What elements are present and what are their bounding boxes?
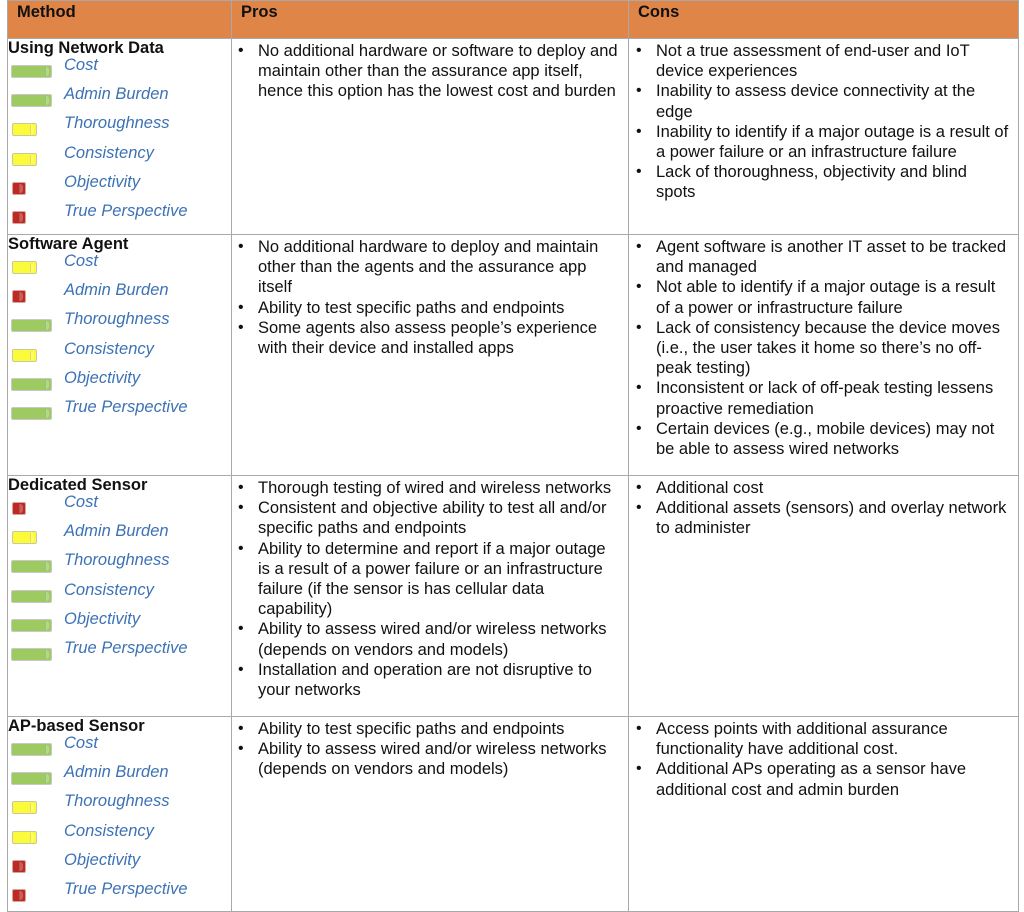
method-title: Software Agent xyxy=(8,235,129,253)
cons-list xyxy=(629,476,1018,539)
green-rating-bar-icon xyxy=(11,743,52,756)
header-pros: Pros xyxy=(232,1,629,39)
pros-cell xyxy=(232,717,629,912)
method-cell xyxy=(8,717,232,912)
metric-item xyxy=(8,580,231,612)
yellow-rating-bar-icon xyxy=(12,261,37,274)
con-item: • Not able to identify if a major outage is a result of a power or infrastructure failure xyxy=(656,277,1010,317)
metric-list xyxy=(8,495,231,670)
metric-item xyxy=(8,495,231,524)
metric-label: Admin Burden xyxy=(64,281,169,300)
method-cell xyxy=(8,476,232,717)
pro-item: • Installation and operation are not disruptive to your networks xyxy=(258,660,620,700)
con-item: • Additional APs operating as a sensor have additional cost and admin burden xyxy=(656,759,1010,799)
red-rating-bar-icon xyxy=(12,889,26,902)
metric-item xyxy=(8,87,231,116)
metric-item xyxy=(8,201,231,233)
con-item: • Additional cost xyxy=(656,478,1010,498)
green-rating-bar-icon xyxy=(11,772,52,785)
cons-cell xyxy=(629,476,1019,717)
metric-label: Admin Burden xyxy=(64,85,169,104)
green-rating-bar-icon xyxy=(11,94,52,107)
con-item: • Access points with additional assurance functionality have additional cost. xyxy=(656,719,1010,759)
metric-label: Objectivity xyxy=(64,172,141,191)
metric-label: True Perspective xyxy=(64,638,188,657)
metric-item xyxy=(8,794,231,823)
metric-item xyxy=(8,609,231,641)
pros-list xyxy=(232,235,628,358)
table-row-ap-based-sensor xyxy=(8,717,1019,912)
yellow-rating-bar-icon xyxy=(12,831,37,844)
method-cell xyxy=(8,39,232,235)
metric-label: Thoroughness xyxy=(64,551,170,570)
table-row-using-network-data xyxy=(8,39,1019,235)
metric-item xyxy=(8,58,231,87)
yellow-rating-bar-icon xyxy=(12,153,37,166)
con-item: • Inconsistent or lack of off-peak testing lessens proactive remediation xyxy=(656,378,1010,418)
metric-item xyxy=(8,821,231,853)
metric-item xyxy=(8,368,231,400)
metric-label: Consistency xyxy=(64,339,154,358)
metric-label: Cost xyxy=(64,252,98,270)
metric-label: Consistency xyxy=(64,143,154,162)
cons-cell xyxy=(629,717,1019,912)
con-item: • Lack of consistency because the device moves (i.e., the user takes it home so there’s no off-peak testing) xyxy=(656,318,1010,379)
green-rating-bar-icon xyxy=(11,590,52,603)
green-rating-bar-icon xyxy=(11,319,52,332)
metric-label: True Perspective xyxy=(64,201,188,220)
metric-item xyxy=(8,553,231,582)
metric-list xyxy=(8,736,231,911)
cons-list xyxy=(629,235,1018,459)
pro-item: • No additional hardware to deploy and maintain other than the agents and the assurance app itself xyxy=(258,237,620,298)
red-rating-bar-icon xyxy=(12,860,26,873)
metric-item xyxy=(8,638,231,670)
green-rating-bar-icon xyxy=(11,560,52,573)
metric-item xyxy=(8,172,231,204)
metric-label: Consistency xyxy=(64,821,154,840)
metric-label: Cost xyxy=(64,56,98,74)
con-item: • Not a true assessment of end-user and IoT device experiences xyxy=(656,41,1010,81)
pro-item: • Ability to test specific paths and endpoints xyxy=(258,298,620,318)
header-cons: Cons xyxy=(629,1,1019,39)
pro-item: • Thorough testing of wired and wireless networks xyxy=(258,478,620,498)
pro-item: • Ability to assess wired and/or wireless networks (depends on vendors and models) xyxy=(258,739,620,779)
pros-list xyxy=(232,717,628,780)
pro-item: • Ability to determine and report if a major outage is a result of a power failure or an infrastructure failure (if the sensor is has cellular data capability) xyxy=(258,539,620,620)
metric-item xyxy=(8,312,231,341)
method-title: Using Network Data xyxy=(8,39,164,57)
con-item: • Additional assets (sensors) and overlay network to administer xyxy=(656,498,1010,538)
metric-label: Objectivity xyxy=(64,850,141,869)
pros-cell xyxy=(232,39,629,235)
red-rating-bar-icon xyxy=(12,290,26,303)
metric-item xyxy=(8,879,231,911)
method-title: Dedicated Sensor xyxy=(8,476,148,494)
green-rating-bar-icon xyxy=(11,619,52,632)
con-item: • Inability to identify if a major outage is a result of a power failure or an infrastructure failure xyxy=(656,122,1010,162)
green-rating-bar-icon xyxy=(11,407,52,420)
metric-item xyxy=(8,397,231,429)
method-title: AP-based Sensor xyxy=(8,717,145,735)
metric-item xyxy=(8,765,231,794)
pro-item: • Some agents also assess people’s experience with their device and installed apps xyxy=(258,318,620,358)
metric-label: Admin Burden xyxy=(64,522,169,541)
pro-item: • Ability to test specific paths and endpoints xyxy=(258,719,620,739)
metric-item xyxy=(8,850,231,882)
yellow-rating-bar-icon xyxy=(12,531,37,544)
cons-list xyxy=(629,717,1018,800)
comparison-table xyxy=(7,0,1019,912)
pros-list xyxy=(232,476,628,700)
con-item: • Agent software is another IT asset to be tracked and managed xyxy=(656,237,1010,277)
cons-cell xyxy=(629,39,1019,235)
metric-item xyxy=(8,736,231,765)
yellow-rating-bar-icon xyxy=(12,123,37,136)
metric-label: Thoroughness xyxy=(64,792,170,811)
pros-cell xyxy=(232,235,629,476)
green-rating-bar-icon xyxy=(11,65,52,78)
metric-label: Objectivity xyxy=(64,368,141,387)
red-rating-bar-icon xyxy=(12,211,26,224)
metric-item xyxy=(8,283,231,312)
metric-item xyxy=(8,143,231,175)
green-rating-bar-icon xyxy=(11,648,52,661)
metric-label: Admin Burden xyxy=(64,763,169,782)
metric-item xyxy=(8,254,231,283)
pros-list xyxy=(232,39,628,102)
green-rating-bar-icon xyxy=(11,378,52,391)
metric-list xyxy=(8,58,231,233)
method-cell xyxy=(8,235,232,476)
metric-label: Cost xyxy=(64,734,98,752)
pro-item: • No additional hardware or software to deploy and maintain other than the assurance app itself, hence this option has the lowest cost and burden xyxy=(258,41,620,102)
metric-item xyxy=(8,339,231,371)
table-row-dedicated-sensor xyxy=(8,476,1019,717)
red-rating-bar-icon xyxy=(12,182,26,195)
cons-list xyxy=(629,39,1018,203)
header-row xyxy=(8,1,1019,39)
yellow-rating-bar-icon xyxy=(12,801,37,814)
metric-list xyxy=(8,254,231,429)
metric-label: Consistency xyxy=(64,580,154,599)
con-item: • Lack of thoroughness, objectivity and blind spots xyxy=(656,162,1010,202)
con-item: • Certain devices (e.g., mobile devices) may not be able to assess wired networks xyxy=(656,419,1010,459)
metric-label: Thoroughness xyxy=(64,310,170,329)
yellow-rating-bar-icon xyxy=(12,349,37,362)
metric-item xyxy=(8,116,231,145)
table-row-software-agent xyxy=(8,235,1019,476)
metric-label: Cost xyxy=(64,493,98,511)
metric-label: Objectivity xyxy=(64,609,141,628)
metric-label: True Perspective xyxy=(64,397,188,416)
cons-cell xyxy=(629,235,1019,476)
metric-label: Thoroughness xyxy=(64,114,170,133)
metric-item xyxy=(8,524,231,553)
metric-label: True Perspective xyxy=(64,879,188,898)
pros-cell xyxy=(232,476,629,717)
pro-item: • Consistent and objective ability to test all and/or specific paths and endpoints xyxy=(258,498,620,538)
header-method: Method xyxy=(8,1,232,39)
red-rating-bar-icon xyxy=(12,502,26,515)
con-item: • Inability to assess device connectivity at the edge xyxy=(656,81,1010,121)
pro-item: • Ability to assess wired and/or wireless networks (depends on vendors and models) xyxy=(258,619,620,659)
